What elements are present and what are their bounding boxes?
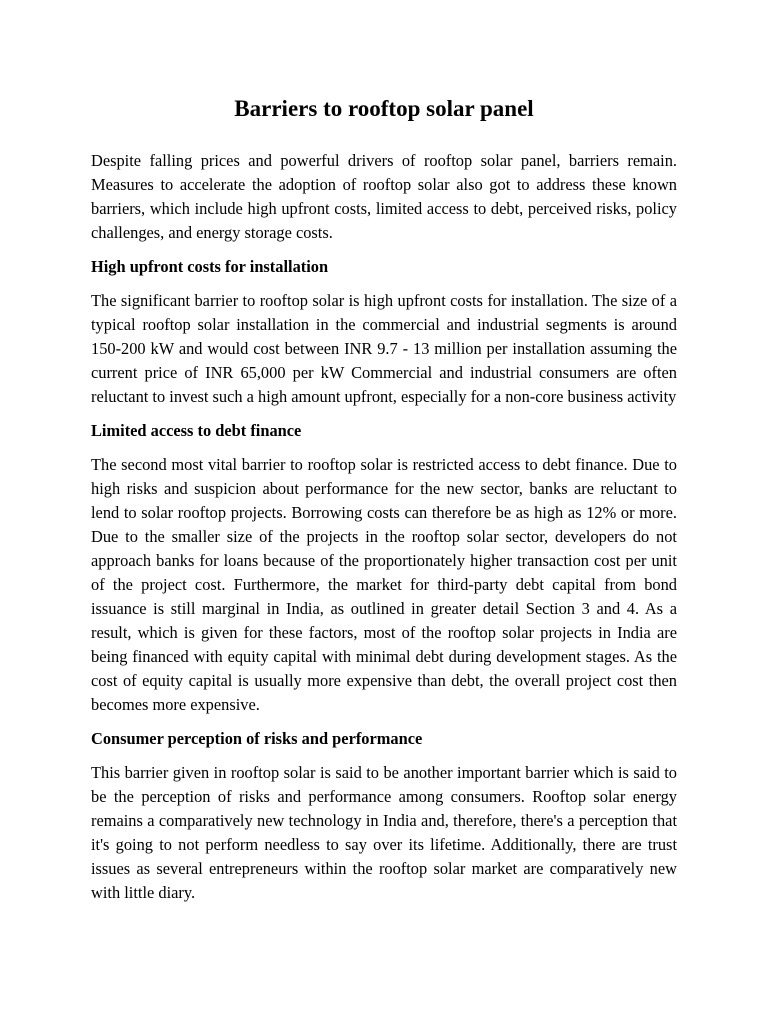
intro-paragraph: Despite falling prices and powerful drivers of rooftop solar panel, barriers remain. Measures to accelerate the adoption of rooftop solar also got to address these known barriers, which include high upfront costs, limited access to debt, perceived risks, policy challenges, and energy storage costs.	[91, 151, 677, 242]
section-body-debt-finance: The second most vital barrier to rooftop solar is restricted access to debt finance. Due to high risks and suspicion about performance for the new sector, banks are reluctant to lend to solar rooftop projects. Borrowing costs can therefore be as high as 12% or more. Due to the smaller size of the projects in the rooftop solar sector, developers do not approach banks for loans because of the proportionately higher transaction cost per unit of the project cost. Furthermore, the market for third-party debt capital from bond issuance is still marginal in India, as outlined in greater detail Section 3 and 4. As a result, which is given for these factors, most of the rooftop solar projects in India are being financed with equity capital with minimal debt during development stages. As the cost of equity capital is usually more expensive than debt, the overall project cost then becomes more expensive.	[91, 455, 677, 714]
section-body-upfront-costs: The significant barrier to rooftop solar is high upfront costs for installation. The size of a typical rooftop solar installation in the commercial and industrial segments is around 150-200 kW and would cost between INR 9.7 - 13 million per installation assuming the current price of INR 65,000 per kW Commercial and industrial consumers are often reluctant to invest such a high amount upfront, especially for a non-core business activity	[91, 291, 677, 406]
section-heading-debt-finance: Limited access to debt finance	[91, 421, 302, 440]
document-title: Barriers to rooftop solar panel	[234, 96, 534, 121]
section-body-consumer-perception: This barrier given in rooftop solar is said to be another important barrier which is said to be the perception of risks and performance among consumers. Rooftop solar energy remains a comparatively new technology in India and, therefore, there's a perception that it's going to not perform needless to say over its lifetime. Additionally, there are trust issues as several entrepreneurs within the rooftop solar market are comparatively new with little diary.	[91, 763, 677, 902]
section-heading-consumer-perception: Consumer perception of risks and performance	[91, 729, 423, 748]
section-heading-upfront-costs: High upfront costs for installation	[91, 257, 329, 276]
